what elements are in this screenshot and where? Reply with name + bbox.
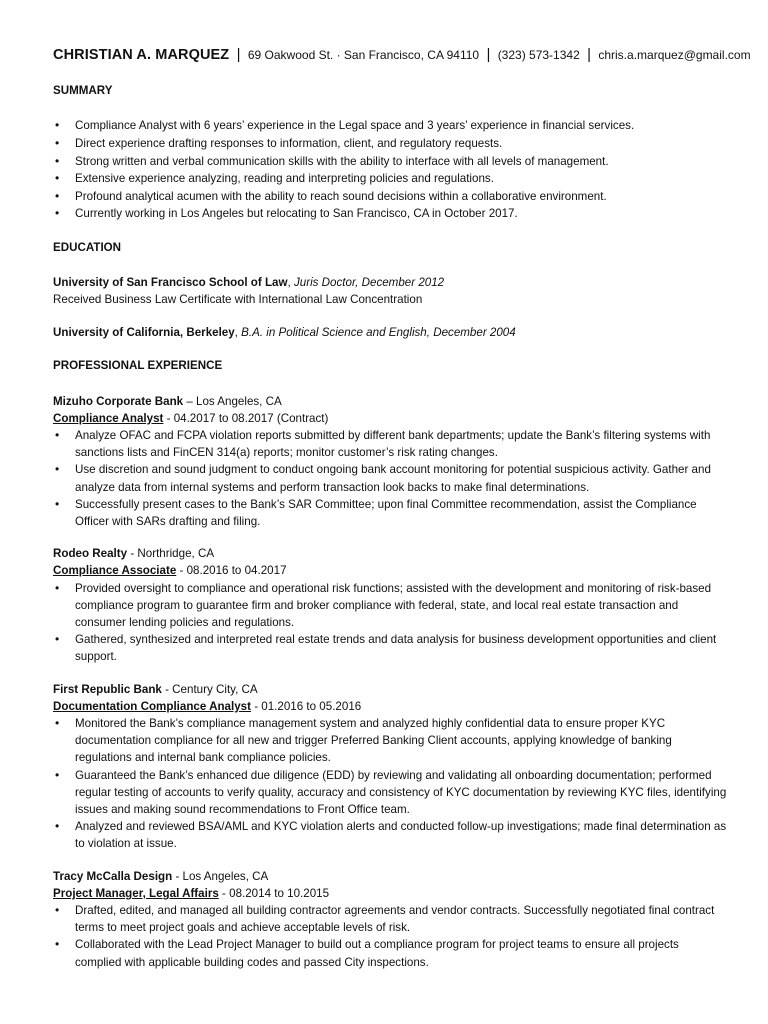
job-entry [53, 545, 728, 665]
job-bullet: • Guaranteed the Bank’s enhanced due diligence (EDD) by reviewing and validating all onboarding documentation; performed regular testing of accounts to verify quality, accuracy and consistency of KYC documentation by reviewing KYC files, identifying issues and making sound recommendations to Front Office team. [53, 767, 728, 819]
job-bullet: • Drafted, edited, and managed all building contractor agreements and vendor contracts. Successfully negotiated final contract terms to meet project goals and achieve acceptable levels of risk. [53, 902, 728, 936]
job-location: - Century City, CA [161, 682, 258, 696]
company-name: First Republic Bank [53, 682, 162, 696]
job-bullets [53, 427, 728, 530]
job-entry [53, 681, 728, 853]
job-entry [53, 393, 728, 531]
company-name: Tracy McCalla Design [53, 869, 173, 883]
header-separator: | [486, 46, 491, 63]
job-bullet: • Analyze OFAC and FCPA violation reports submitted by different bank departments; update the Bank’s filtering systems with sanctions lists and FinCEN 314(a) reports; monitor customer’s risk rating changes. [53, 427, 728, 461]
summary-item: • Direct experience drafting responses to information, client, and regulatory requests. [53, 135, 728, 152]
job-location: – Los Angeles, CA [183, 394, 282, 408]
job-title: Compliance Analyst [53, 411, 164, 425]
job-dates: - 08.2014 to 10.2015 [218, 886, 330, 900]
degree: Juris Doctor, December 2012 [293, 275, 445, 289]
header-separator: | [587, 46, 591, 63]
summary-item: • Extensive experience analyzing, reading and interpreting policies and regulations. [53, 170, 728, 187]
candidate-name: CHRISTIAN A. MARQUEZ [53, 47, 230, 63]
job-bullet: • Monitored the Bank’s compliance management system and analyzed highly confidential data to ensure proper KYC documentation compliance for all new and trigger Preferred Banking Client accounts, applying knowledge of banking regulations and internal bank compliance policies. [53, 715, 728, 767]
education-heading: EDUCATION [53, 240, 122, 254]
company-name: Rodeo Realty [53, 547, 128, 561]
job-bullet: • Successfully present cases to the Bank’s SAR Committee; upon final Committee recommendation, assist the Compliance Officer with SARs drafting and filing. [53, 496, 728, 530]
email: chris.a.marquez@gmail.com [598, 48, 751, 62]
job-title: Project Manager, Legal Affairs [53, 886, 219, 900]
job-bullet: • Collaborated with the Lead Project Manager to build out a compliance program for project teams to ensure all projects complied with applicable building codes and passed City inspections. [53, 936, 728, 970]
job-title: Compliance Associate [53, 564, 177, 578]
summary-heading: SUMMARY [53, 84, 113, 98]
job-bullets [53, 715, 728, 853]
job-bullets [53, 902, 728, 971]
school-name: University of San Francisco School of Law [53, 275, 288, 289]
education-entry: University of California, Berkeley, B.A. in Political Science and English, December 2004 [53, 326, 516, 340]
school-name: University of California, Berkeley [53, 326, 235, 340]
job-dates: - 04.2017 to 08.2017 (Contract) [163, 411, 329, 425]
job-location: - Los Angeles, CA [172, 869, 269, 883]
education-entry: University of San Francisco School of Law, Juris Doctor, December 2012 Received Business Law Certificate with International Law Concentration [53, 274, 728, 308]
company-name: Mizuho Corporate Bank [53, 394, 184, 408]
phone: (323) 573-1342 [497, 48, 580, 62]
job-bullets [53, 580, 728, 666]
job-title: Documentation Compliance Analyst [53, 699, 251, 713]
job-bullet: • Analyzed and reviewed BSA/AML and KYC violation alerts and conducted follow-up investigations; made final determination as to violation at issue. [53, 818, 728, 852]
summary-item: • Currently working in Los Angeles but relocating to San Francisco, CA in October 2017. [53, 205, 728, 222]
summary-item: • Profound analytical acumen with the ability to reach sound decisions within a collaborative environment. [53, 188, 728, 205]
job-dates: - 01.2016 to 05.2016 [250, 699, 362, 713]
job-location: - Northridge, CA [127, 547, 215, 561]
job-entry [53, 868, 728, 971]
job-bullet: • Use discretion and sound judgment to conduct ongoing bank account monitoring for potential suspicious activity. Gather and analyze data from internal systems and perform transaction look backs to make final determinations. [53, 461, 728, 495]
summary-list [53, 117, 728, 222]
header-separator: | [236, 46, 241, 63]
summary-item: • Strong written and verbal communication skills with the ability to interface with all levels of management. [53, 153, 728, 170]
degree: B.A. in Political Science and English, December 2004 [241, 326, 516, 340]
resume-header [53, 46, 751, 64]
experience-heading: PROFESSIONAL EXPERIENCE [53, 359, 223, 373]
job-bullet: • Gathered, synthesized and interpreted real estate trends and data analysis for business development opportunities and client support. [53, 631, 728, 665]
address: 69 Oakwood St. · San Francisco, CA 94110 [247, 48, 480, 62]
education-note: Received Business Law Certificate with International Law Concentration [53, 292, 423, 306]
job-bullet: • Provided oversight to compliance and operational risk functions; assisted with the development and monitoring of risk-based compliance program to guarantee firm and broker compliance with federal, state, and local real estate transaction and consumer lending policies and regulations. [53, 580, 728, 632]
summary-item: • Compliance Analyst with 6 years’ experience in the Legal space and 3 years’ experience in financial services. [53, 117, 728, 134]
job-dates: - 08.2016 to 04.2017 [176, 564, 287, 578]
